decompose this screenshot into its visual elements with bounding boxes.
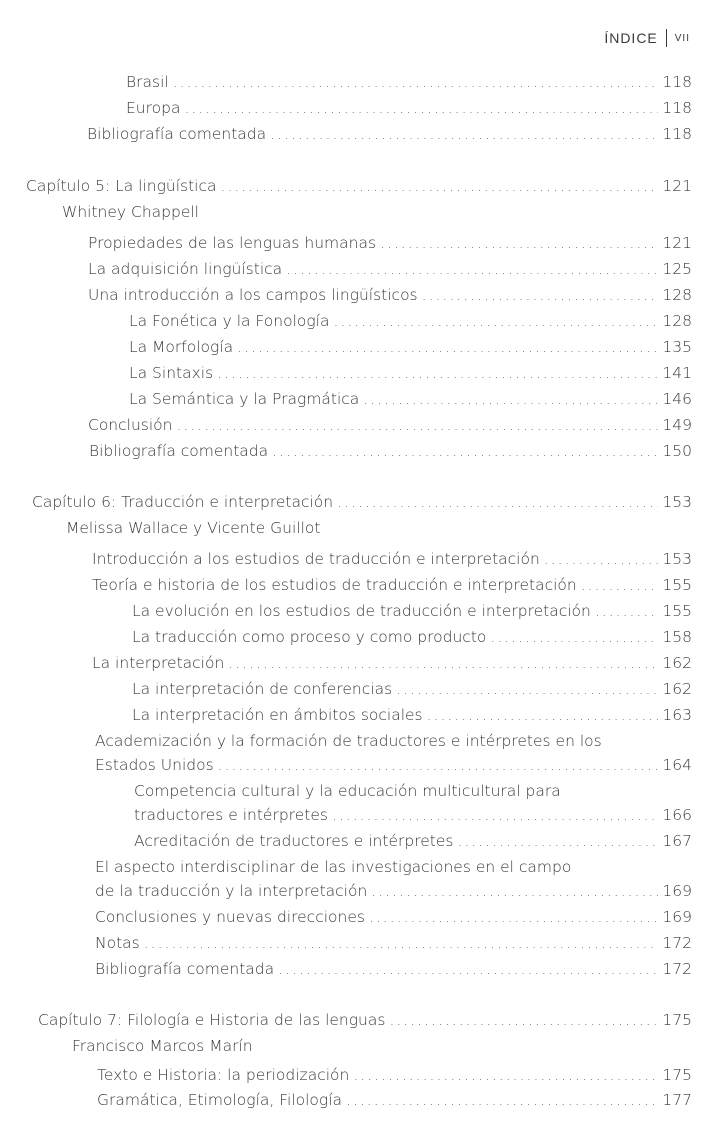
toc-leader-dots (490, 627, 658, 647)
toc-leader-dots (286, 259, 658, 279)
toc-leader-dots (270, 124, 658, 144)
toc-entry-text: Texto e Historia: la periodización (97, 1066, 350, 1084)
toc-entry[interactable] (132, 601, 692, 621)
toc-entry-text: La Fonética y la Fonología (129, 312, 330, 330)
toc-page-number: 118 (662, 125, 692, 143)
toc-entry-text: de la traducción y la interpretación (95, 882, 368, 900)
toc-leader-dots (217, 363, 658, 383)
toc-chapter-entry[interactable] (38, 1010, 692, 1030)
header-title: ÍNDICE (604, 30, 658, 46)
toc-leader-dots (353, 1065, 658, 1085)
toc-entry[interactable] (97, 1090, 692, 1110)
toc-page-number: 146 (662, 390, 692, 408)
toc-entry-text: Una introducción a los campos lingüísticos (88, 286, 418, 304)
header-divider (666, 29, 667, 47)
toc-leader-dots (337, 492, 658, 512)
toc-entry[interactable] (126, 98, 692, 118)
toc-entry-text: La adquisición lingüística (88, 260, 283, 278)
toc-leader-dots (144, 933, 659, 953)
toc-entry-text: La traducción como proceso y como producto (132, 628, 487, 646)
toc-entry[interactable] (88, 285, 692, 305)
toc-leader-dots (369, 907, 658, 927)
toc-leader-dots (332, 805, 658, 825)
toc-leader-dots (371, 881, 658, 901)
toc-entry-text-line1: Competencia cultural y la educación multicultural para (134, 782, 561, 800)
toc-leader-dots (396, 679, 658, 699)
toc-entry-text: Notas (95, 934, 140, 952)
toc-entry-text: Capítulo 7: Filología e Historia de las lenguas (38, 1011, 386, 1029)
toc-leader-dots (363, 389, 658, 409)
toc-leader-dots (457, 831, 658, 851)
toc-entry[interactable] (88, 233, 692, 253)
toc-entry[interactable] (129, 389, 692, 409)
toc-page-number: 177 (662, 1091, 692, 1109)
toc-entry-text: Estados Unidos (95, 756, 214, 774)
toc-entry[interactable] (95, 907, 692, 927)
toc-page-number: 155 (662, 602, 692, 620)
toc-entry[interactable] (132, 627, 692, 647)
toc-page-number: 128 (662, 286, 692, 304)
toc-page-number: 121 (662, 177, 692, 195)
toc-leader-dots (544, 549, 659, 569)
toc-page-number: 153 (662, 550, 692, 568)
toc-entry[interactable] (87, 124, 692, 144)
toc-entry[interactable] (134, 831, 692, 851)
toc-entry-text: Brasil (126, 73, 169, 91)
toc-entry[interactable] (88, 259, 692, 279)
toc-entry-text: La interpretación (92, 654, 225, 672)
toc-page-number: 128 (662, 312, 692, 330)
toc-page-number: 175 (662, 1066, 692, 1084)
toc-entry[interactable] (132, 705, 692, 725)
toc-entry[interactable] (95, 933, 692, 953)
toc-chapter-entry[interactable] (26, 176, 692, 196)
toc-entry-text: Bibliografía comentada (89, 442, 269, 460)
toc-entry-text: Europa (126, 99, 181, 117)
toc-leader-dots (581, 575, 659, 595)
toc-page-number: 163 (662, 706, 692, 724)
toc-entry-text: Acreditación de traductores e intérpretes (134, 832, 454, 850)
toc-entry-text: Gramática, Etimología, Filología (97, 1091, 343, 1109)
toc-entry-text: Introducción a los estudios de traducción e interpretación (92, 550, 540, 568)
toc-entry-text: La interpretación en ámbitos sociales (132, 706, 423, 724)
toc-leader-dots (278, 959, 658, 979)
header-page-number: VII (674, 32, 690, 44)
toc-leader-dots (272, 441, 658, 461)
toc-page-number: 169 (662, 908, 692, 926)
toc-page-number: 172 (662, 960, 692, 978)
toc-entry-text: La Sintaxis (129, 364, 214, 382)
toc-entry[interactable] (134, 805, 692, 825)
toc-entry[interactable] (97, 1065, 692, 1085)
toc-entry[interactable] (129, 337, 692, 357)
toc-entry[interactable] (95, 755, 692, 775)
toc-page-number: 153 (662, 493, 692, 511)
toc-entry-text: Capítulo 6: Traducción e interpretación (32, 493, 334, 511)
toc-page-number: 141 (662, 364, 692, 382)
toc-page-number: 164 (662, 756, 692, 774)
toc-entry[interactable] (132, 679, 692, 699)
toc-entry[interactable] (126, 72, 692, 92)
toc-entry-text: La interpretación de conferencias (132, 680, 393, 698)
toc-page-number: 162 (662, 680, 692, 698)
toc-entry[interactable] (92, 549, 692, 569)
toc-leader-dots (380, 233, 658, 253)
toc-entry[interactable] (92, 653, 692, 673)
toc-page-number: 175 (662, 1011, 692, 1029)
toc-entry-text: La Semántica y la Pragmática (129, 390, 360, 408)
toc-leader-dots (176, 415, 658, 435)
toc-leader-dots (389, 1010, 658, 1030)
toc-entry-text: Teoría e historia de los estudios de traducción e interpretación (92, 576, 577, 594)
toc-page-number: 125 (662, 260, 692, 278)
toc-page-number: 149 (662, 416, 692, 434)
running-header (604, 28, 690, 48)
toc-author: Melissa Wallace y Vicente Guillot (66, 519, 321, 537)
toc-leader-dots (595, 601, 659, 621)
toc-entry-text-line1: El aspecto interdisciplinar de las investigaciones en el campo (95, 858, 572, 876)
toc-page-number: 121 (662, 234, 692, 252)
toc-entry-text-line1: Academización y la formación de traductores e intérpretes en los (95, 732, 602, 750)
toc-leader-dots (173, 72, 659, 92)
toc-page-number: 158 (662, 628, 692, 646)
toc-page-number: 172 (662, 934, 692, 952)
toc-page-number: 150 (662, 442, 692, 460)
toc-entry-text: Conclusión (88, 416, 173, 434)
toc-entry-text: Capítulo 5: La lingüística (26, 177, 217, 195)
toc-leader-dots (218, 755, 659, 775)
toc-chapter-entry[interactable] (32, 492, 692, 512)
toc-page-number: 169 (662, 882, 692, 900)
toc-entry-text: Bibliografía comentada (95, 960, 275, 978)
toc-leader-dots (427, 705, 659, 725)
toc-entry[interactable] (88, 415, 692, 435)
toc-entry-text: La evolución en los estudios de traducción e interpretación (132, 602, 591, 620)
toc-page-number: 118 (662, 99, 692, 117)
toc-page-number: 155 (662, 576, 692, 594)
toc-author: Francisco Marcos Marín (72, 1037, 253, 1055)
toc-leader-dots (333, 311, 658, 331)
toc-entry-text: La Morfología (129, 338, 234, 356)
toc-leader-dots (184, 98, 658, 118)
toc-entry-text: Propiedades de las lenguas humanas (88, 234, 377, 252)
toc-page-number: 166 (662, 806, 692, 824)
toc-page-number: 162 (662, 654, 692, 672)
toc-author: Whitney Chappell (62, 203, 199, 221)
toc-entry[interactable] (129, 363, 692, 383)
toc-leader-dots (237, 337, 658, 357)
toc-leader-dots (228, 653, 658, 673)
toc-entry[interactable] (92, 575, 692, 595)
toc-entry-text: Bibliografía comentada (87, 125, 267, 143)
toc-page-number: 167 (662, 832, 692, 850)
toc-leader-dots (422, 285, 659, 305)
toc-leader-dots (221, 176, 659, 196)
toc-page-number: 118 (662, 73, 692, 91)
toc-leader-dots (346, 1090, 658, 1110)
toc-entry[interactable] (89, 441, 692, 461)
toc-entry-text: traductores e intérpretes (134, 806, 328, 824)
toc-entry[interactable] (95, 881, 692, 901)
toc-page-number: 135 (662, 338, 692, 356)
toc-entry-text: Conclusiones y nuevas direcciones (95, 908, 365, 926)
toc-entry[interactable] (129, 311, 692, 331)
toc-entry[interactable] (95, 959, 692, 979)
